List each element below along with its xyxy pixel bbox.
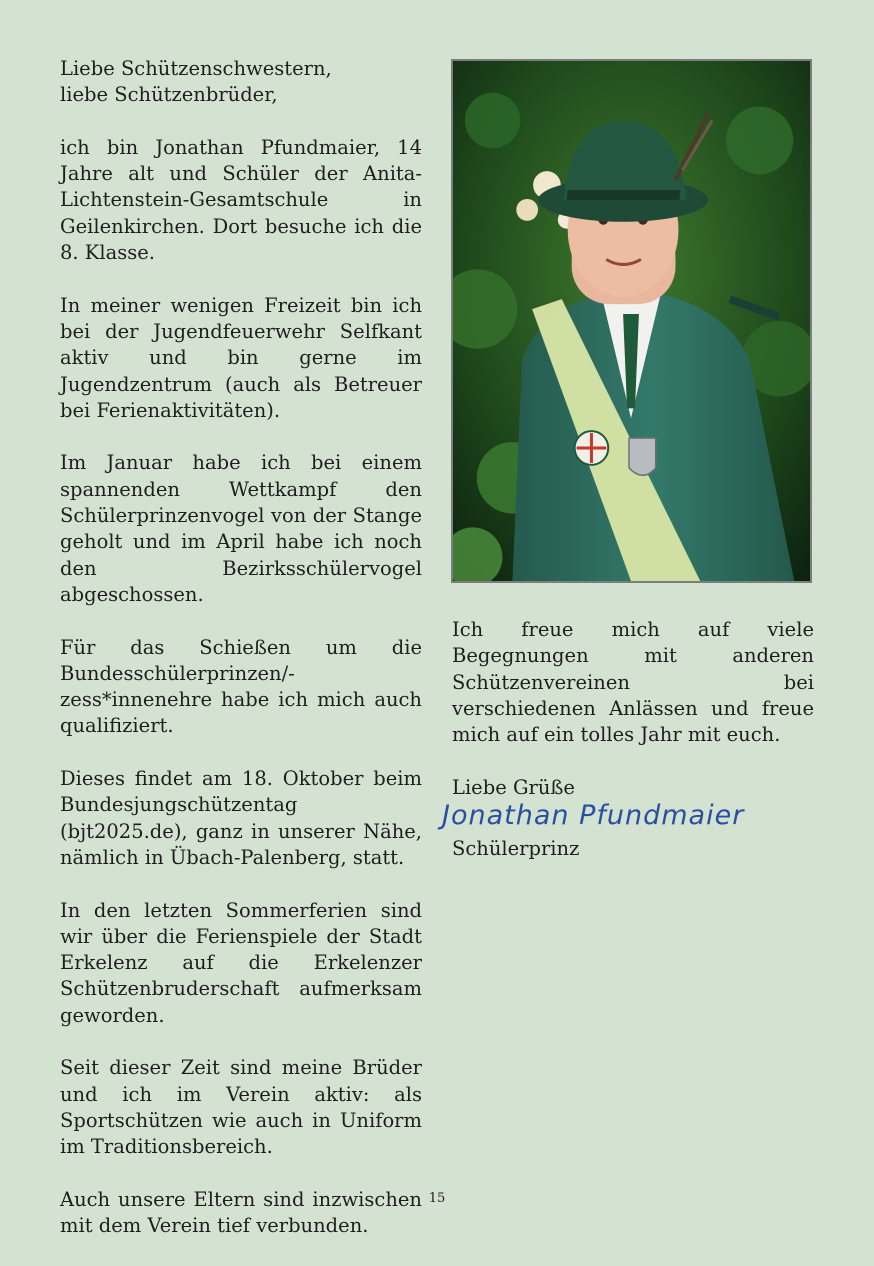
- paragraph-club: Seit dieser Zeit sind meine Brüder und ich im Verein aktiv: als Sportschützen wie auch in Uniform im Traditionsbereich.: [60, 1056, 422, 1159]
- greeting-line-1: Liebe Schützenschwestern,: [60, 57, 332, 80]
- paragraph-intro: ich bin Jonathan Pfundmaier, 14 Jahre alt und Schüler der Anita-Lichtenstein-Gesamtschule in Geilenkirchen. Dort besuche ich die 8. Klasse.: [60, 135, 422, 265]
- paragraph-qualification: Für das Schießen um die Bundesschülerprinzen/-zess*innenehre habe ich mich auch qualifiziert.: [60, 635, 422, 738]
- paragraph-event: Dieses findet am 18. Oktober beim Bundesjungschützentag (bjt2025.de), ganz in unserer Nähe, nämlich in Übach-Palenberg, statt.: [60, 767, 422, 869]
- paragraph-parents: Auch unsere Eltern sind inzwischen mit dem Verein tief verbunden.: [60, 1187, 422, 1238]
- portrait-illustration: [453, 61, 810, 581]
- paragraph-summer: In den letzten Sommerferien sind wir über die Ferienspiele der Stadt Erkelenz auf die Erkelenzer Schützenbruderschaft aufmerksam geworden.: [60, 898, 422, 1027]
- page-number: 15: [428, 1191, 446, 1206]
- signature: Jonathan Pfundmaier: [442, 800, 745, 831]
- left-column: [60, 56, 422, 1266]
- paragraph-competition: Im Januar habe ich bei einem spannenden Wettkampf den Schülerprinzenvogel von der Stange geholt und im April habe ich noch den Bezirksschülervogel abgeschossen.: [60, 451, 422, 606]
- signer-role: Schülerprinz: [452, 837, 580, 860]
- portrait-photo: [451, 59, 812, 583]
- greeting: [60, 56, 422, 109]
- paragraph-freetime: In meiner wenigen Freizeit bin ich bei der Jugendfeuerwehr Selfkant aktiv und bin gerne im Jugendzentrum (auch als Betreuer bei Ferienaktivitäten).: [60, 293, 422, 422]
- right-column: [452, 617, 814, 827]
- closing-greeting: Liebe Grüße: [452, 775, 575, 799]
- paragraph-outlook: Ich freue mich auf viele Begegnungen mit anderen Schützenvereinen bei verschiedenen Anlässen und freue mich auf ein tolles Jahr mit euch.: [452, 618, 814, 747]
- greeting-line-2: liebe Schützenbrüder,: [60, 83, 278, 107]
